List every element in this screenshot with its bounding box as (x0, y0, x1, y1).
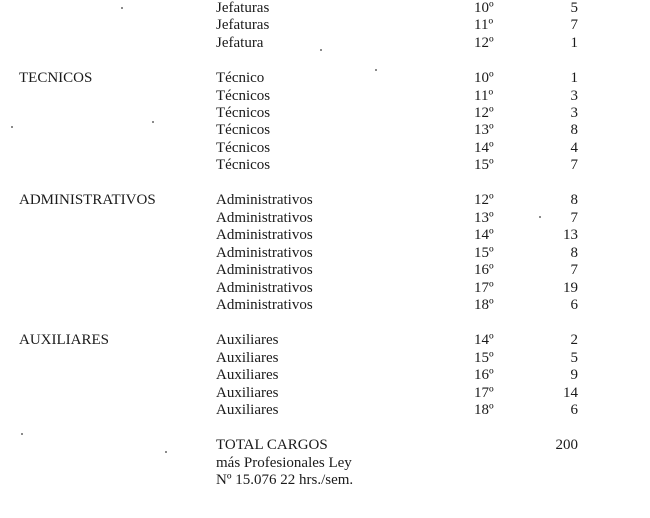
table-row (0, 402, 650, 419)
scan-speck (11, 126, 13, 128)
grado-cell: 10º (474, 70, 494, 86)
grado-cell: 13º (474, 210, 494, 226)
scan-speck (375, 69, 377, 71)
scan-speck (121, 7, 123, 9)
table-row (0, 262, 650, 279)
table-row (0, 245, 650, 262)
grado-cell: 17º (474, 385, 494, 401)
cantidad-cell: 6 (570, 402, 578, 418)
table-row (0, 332, 650, 349)
cargo-cell: Administrativos (216, 245, 313, 261)
scan-speck (152, 121, 154, 123)
cargo-cell: Técnicos (216, 122, 271, 138)
total-note-row (0, 455, 650, 472)
cargo-cell: Técnicos (216, 88, 271, 104)
grado-cell: 11º (474, 17, 494, 33)
table-row (0, 192, 650, 209)
cargo-cell: Auxiliares (216, 350, 279, 366)
scan-speck (21, 433, 23, 435)
cantidad-cell: 3 (570, 105, 578, 121)
cantidad-cell: 7 (570, 262, 578, 278)
scan-speck (320, 49, 322, 51)
scan-speck (539, 216, 541, 218)
cantidad-cell: 14 (563, 385, 578, 401)
cargo-cell: Técnicos (216, 140, 271, 156)
grado-cell: 14º (474, 140, 494, 156)
table-row (0, 0, 650, 17)
cantidad-cell: 1 (570, 70, 578, 86)
cargo-cell: Administrativos (216, 192, 313, 208)
grado-cell: 14º (474, 332, 494, 348)
grado-cell: 15º (474, 157, 494, 173)
table-row (0, 122, 650, 139)
total-row (0, 437, 650, 454)
total-note-row (0, 472, 650, 489)
grado-cell: 10º (474, 0, 494, 16)
total-note-line2: Nº 15.076 22 hrs./sem. (216, 472, 354, 488)
table-row (0, 210, 650, 227)
cargo-cell: Técnicos (216, 157, 271, 173)
table-row (0, 385, 650, 402)
cargo-cell: Técnicos (216, 105, 271, 121)
cargo-cell: Administrativos (216, 262, 313, 278)
grado-cell: 17º (474, 280, 494, 296)
table-row (0, 70, 650, 87)
grado-cell: 18º (474, 297, 494, 313)
grado-cell: 12º (474, 192, 494, 208)
table-row (0, 280, 650, 297)
table-row (0, 17, 650, 34)
cantidad-cell: 4 (570, 140, 578, 156)
grado-cell: 15º (474, 245, 494, 261)
table-row (0, 157, 650, 174)
cargo-cell: Técnico (216, 70, 265, 86)
table-row (0, 367, 650, 384)
grado-cell: 18º (474, 402, 494, 418)
total-value: 200 (555, 437, 578, 453)
grado-cell: 15º (474, 350, 494, 366)
grado-cell: 12º (474, 35, 494, 51)
table-row (0, 297, 650, 314)
cargo-cell: Administrativos (216, 210, 313, 226)
cargo-cell: Administrativos (216, 297, 313, 313)
cargo-cell: Administrativos (216, 227, 313, 243)
table-row (0, 227, 650, 244)
table-row (0, 88, 650, 105)
cargo-cell: Administrativos (216, 280, 313, 296)
cargo-cell: Auxiliares (216, 385, 279, 401)
cantidad-cell: 3 (570, 88, 578, 104)
cantidad-cell: 5 (570, 0, 578, 16)
cargo-cell: Jefatura (216, 35, 264, 51)
cantidad-cell: 2 (570, 332, 578, 348)
grado-cell: 14º (474, 227, 494, 243)
group-label-administrativos: ADMINISTRATIVOS (19, 192, 156, 208)
cantidad-cell: 7 (570, 17, 578, 33)
table-row (0, 105, 650, 122)
cantidad-cell: 6 (570, 297, 578, 313)
total-note-line1: más Profesionales Ley (216, 455, 352, 471)
cantidad-cell: 8 (570, 122, 578, 138)
cargo-cell: Auxiliares (216, 332, 279, 348)
grado-cell: 13º (474, 122, 494, 138)
cantidad-cell: 1 (570, 35, 578, 51)
grado-cell: 12º (474, 105, 494, 121)
cantidad-cell: 5 (570, 350, 578, 366)
group-label-auxiliares: AUXILIARES (19, 332, 109, 348)
cargo-cell: Jefaturas (216, 0, 270, 16)
table-row (0, 140, 650, 157)
table-row (0, 350, 650, 367)
cantidad-cell: 8 (570, 192, 578, 208)
grado-cell: 16º (474, 367, 494, 383)
table-row (0, 35, 650, 52)
group-label-tecnicos: TECNICOS (19, 70, 93, 86)
cargo-cell: Auxiliares (216, 367, 279, 383)
cantidad-cell: 9 (570, 367, 578, 383)
cantidad-cell: 13 (563, 227, 578, 243)
total-label: TOTAL CARGOS (216, 437, 328, 453)
scan-speck (165, 451, 167, 453)
grado-cell: 11º (474, 88, 494, 104)
cargo-cell: Auxiliares (216, 402, 279, 418)
grado-cell: 16º (474, 262, 494, 278)
cantidad-cell: 7 (570, 210, 578, 226)
cargo-cell: Jefaturas (216, 17, 270, 33)
cantidad-cell: 7 (570, 157, 578, 173)
cantidad-cell: 8 (570, 245, 578, 261)
cantidad-cell: 19 (563, 280, 578, 296)
